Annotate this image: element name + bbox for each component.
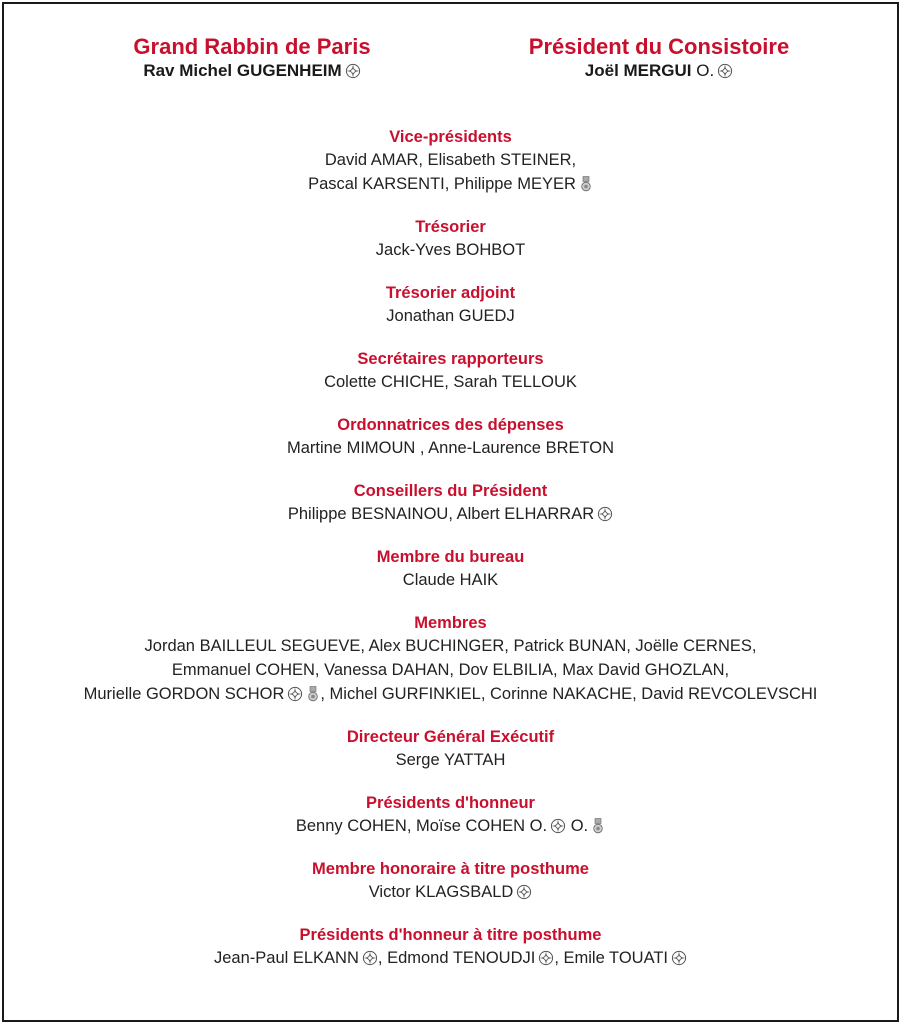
section-names <box>4 502 897 526</box>
names-line <box>4 172 897 196</box>
legion-honneur-icon <box>287 686 303 702</box>
president-name-line <box>494 60 824 82</box>
names-line: Jordan BAILLEUL SEGUEVE, Alex BUCHINGER, Patrick BUNAN, Joëlle CERNES, <box>144 637 757 655</box>
names-line <box>4 814 897 838</box>
names-text: Philippe BESNAINOU, Albert ELHARRAR <box>287 505 595 523</box>
section-heading: Secrétaires rapporteurs <box>357 350 544 368</box>
sections-list <box>4 126 897 990</box>
names-line: Jonathan GUEDJ <box>386 307 515 325</box>
section-heading: Membre honoraire à titre posthume <box>312 860 589 878</box>
section-membre-bureau <box>4 546 897 592</box>
section-heading: Présidents d'honneur à titre posthume <box>299 926 602 944</box>
legion-honneur-icon <box>538 950 554 966</box>
section-names <box>4 370 897 394</box>
names-line: David AMAR, Elisabeth STEINER, <box>324 151 577 169</box>
section-names <box>4 946 897 970</box>
section-tresorier <box>4 216 897 262</box>
grand-rabbin-name-line <box>92 60 412 82</box>
medal-icon <box>591 818 605 834</box>
names-text: Murielle GORDON SCHOR <box>83 685 285 703</box>
leaders-header <box>4 34 897 94</box>
names-line <box>4 946 897 970</box>
president-block <box>494 34 824 82</box>
section-ordonnatrices <box>4 414 897 460</box>
president-title: Président du Consistoire <box>528 34 790 59</box>
legion-honneur-icon <box>362 950 378 966</box>
president-suffix: O. <box>696 61 715 80</box>
legion-honneur-icon <box>516 884 532 900</box>
section-heading: Membres <box>414 614 487 632</box>
legion-honneur-icon <box>597 506 613 522</box>
names-text: , Michel GURFINKIEL, Corinne NAKACHE, David REVCOLEVSCHI <box>320 685 818 703</box>
section-conseillers <box>4 480 897 526</box>
grand-rabbin-block <box>92 34 412 82</box>
grand-rabbin-title: Grand Rabbin de Paris <box>133 34 371 59</box>
names-line <box>4 880 897 904</box>
section-tresorier-adjoint <box>4 282 897 328</box>
names-text: , Emile TOUATI <box>554 949 669 967</box>
section-vice-presidents <box>4 126 897 196</box>
section-heading: Présidents d'honneur <box>366 794 535 812</box>
section-names <box>4 880 897 904</box>
section-heading: Vice-présidents <box>389 128 512 146</box>
names-line <box>4 502 897 526</box>
section-presidents-honneur <box>4 792 897 838</box>
section-heading: Directeur Général Exécutif <box>346 728 555 746</box>
section-heading: Conseillers du Président <box>353 482 548 500</box>
section-names <box>4 238 897 262</box>
section-membres <box>4 612 897 706</box>
legion-honneur-icon <box>671 950 687 966</box>
section-names <box>4 568 897 592</box>
grand-rabbin-name: Rav Michel GUGENHEIM <box>143 61 342 80</box>
section-membre-honoraire <box>4 858 897 904</box>
section-secretaires <box>4 348 897 394</box>
section-heading: Trésorier <box>415 218 486 236</box>
section-heading: Membre du bureau <box>376 548 525 566</box>
section-heading: Trésorier adjoint <box>385 284 516 302</box>
names-text: O. <box>570 817 589 835</box>
names-line: Claude HAIK <box>402 571 499 589</box>
section-heading: Ordonnatrices des dépenses <box>337 416 564 434</box>
names-text: Benny COHEN, Moïse COHEN O. <box>295 817 548 835</box>
section-names <box>4 814 897 838</box>
medal-icon <box>306 686 320 702</box>
names-line: Martine MIMOUN , Anne-Laurence BRETON <box>286 439 615 457</box>
legion-honneur-icon <box>550 818 566 834</box>
names-text: Victor KLAGSBALD <box>368 883 514 901</box>
legion-honneur-icon <box>717 63 733 79</box>
section-presidents-posthume <box>4 924 897 970</box>
section-names <box>4 748 897 772</box>
section-names <box>4 634 897 706</box>
names-text: Pascal KARSENTI, Philippe MEYER <box>308 175 576 193</box>
medal-icon <box>579 176 593 192</box>
president-name: Joël MERGUI <box>584 61 692 80</box>
names-line: Jack-Yves BOHBOT <box>375 241 526 259</box>
names-line: Emmanuel COHEN, Vanessa DAHAN, Dov ELBILIA, Max David GHOZLAN, <box>171 661 730 679</box>
page <box>2 2 899 1022</box>
names-text: , Edmond TENOUDJI <box>377 949 536 967</box>
names-line: Colette CHICHE, Sarah TELLOUK <box>324 373 577 391</box>
legion-honneur-icon <box>345 63 361 79</box>
section-names <box>4 148 897 196</box>
section-names <box>4 304 897 328</box>
names-line <box>4 682 897 706</box>
section-names <box>4 436 897 460</box>
names-text: Jean-Paul ELKANN <box>213 949 359 967</box>
names-line: Serge YATTAH <box>395 751 506 769</box>
section-directeur <box>4 726 897 772</box>
